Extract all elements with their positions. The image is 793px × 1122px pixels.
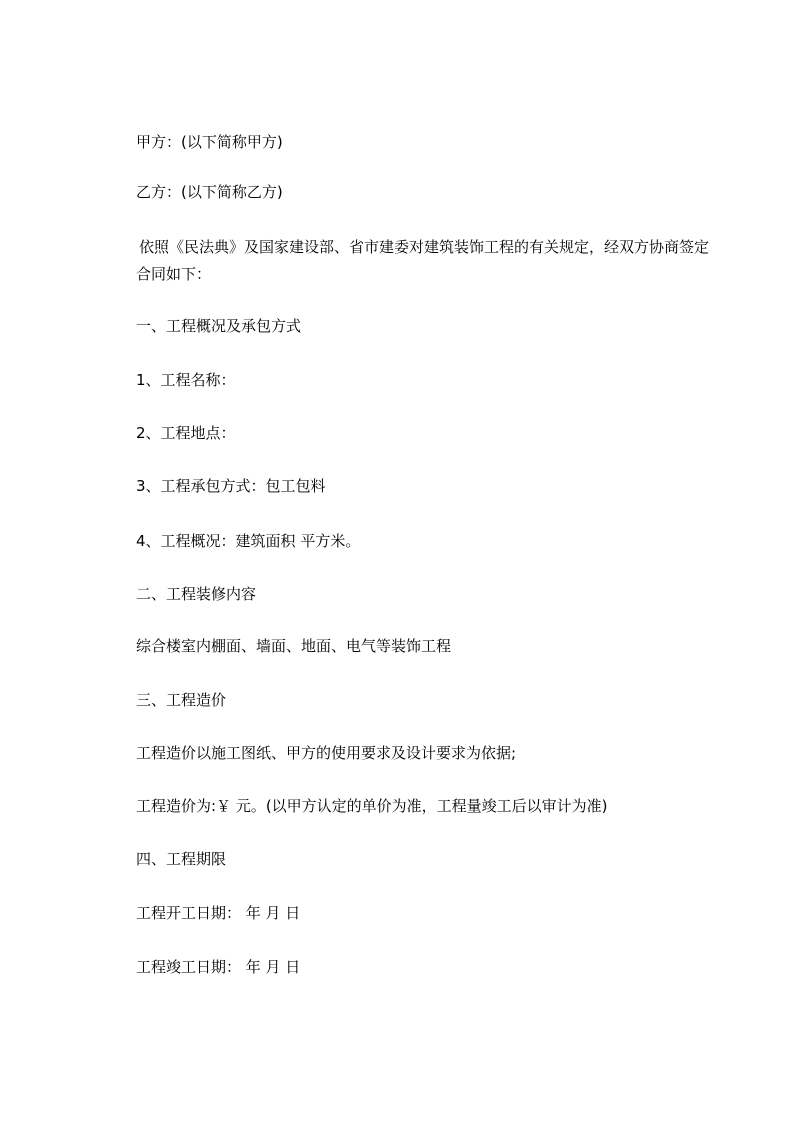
preamble-paragraph: 依照《民法典》及国家建设部、省市建委对建筑装饰工程的有关规定，经双方协商签定合同如下： xyxy=(136,238,710,283)
section-3-heading: 三、工程造价 xyxy=(136,691,227,709)
cost-basis-line: 工程造价以施工图纸、甲方的使用要求及设计要求为依据; xyxy=(136,744,517,762)
section-2-heading: 二、工程装修内容 xyxy=(136,585,257,603)
party-b-line: 乙方：(以下简称乙方) xyxy=(136,183,283,201)
contract-mode-line: 3、工程承包方式：包工包料 xyxy=(136,477,326,495)
start-date-line: 工程开工日期： 年 月 日 xyxy=(136,904,301,922)
party-a-line: 甲方：(以下简称甲方) xyxy=(136,133,283,151)
cost-amount-line: 工程造价为:￥ 元。(以甲方认定的单价为准，工程量竣工后以审计为准) xyxy=(136,797,608,815)
completion-date-line: 工程竣工日期： 年 月 日 xyxy=(136,958,301,976)
project-name-line: 1、工程名称： xyxy=(136,371,236,389)
section-4-heading: 四、工程期限 xyxy=(136,850,227,868)
project-overview-line: 4、工程概况：建筑面积 平方米。 xyxy=(136,532,361,550)
decoration-content-line: 综合楼室内棚面、墙面、地面、电气等装饰工程 xyxy=(136,637,452,655)
project-location-line: 2、工程地点： xyxy=(136,424,236,442)
section-1-heading: 一、工程概况及承包方式 xyxy=(136,317,302,335)
